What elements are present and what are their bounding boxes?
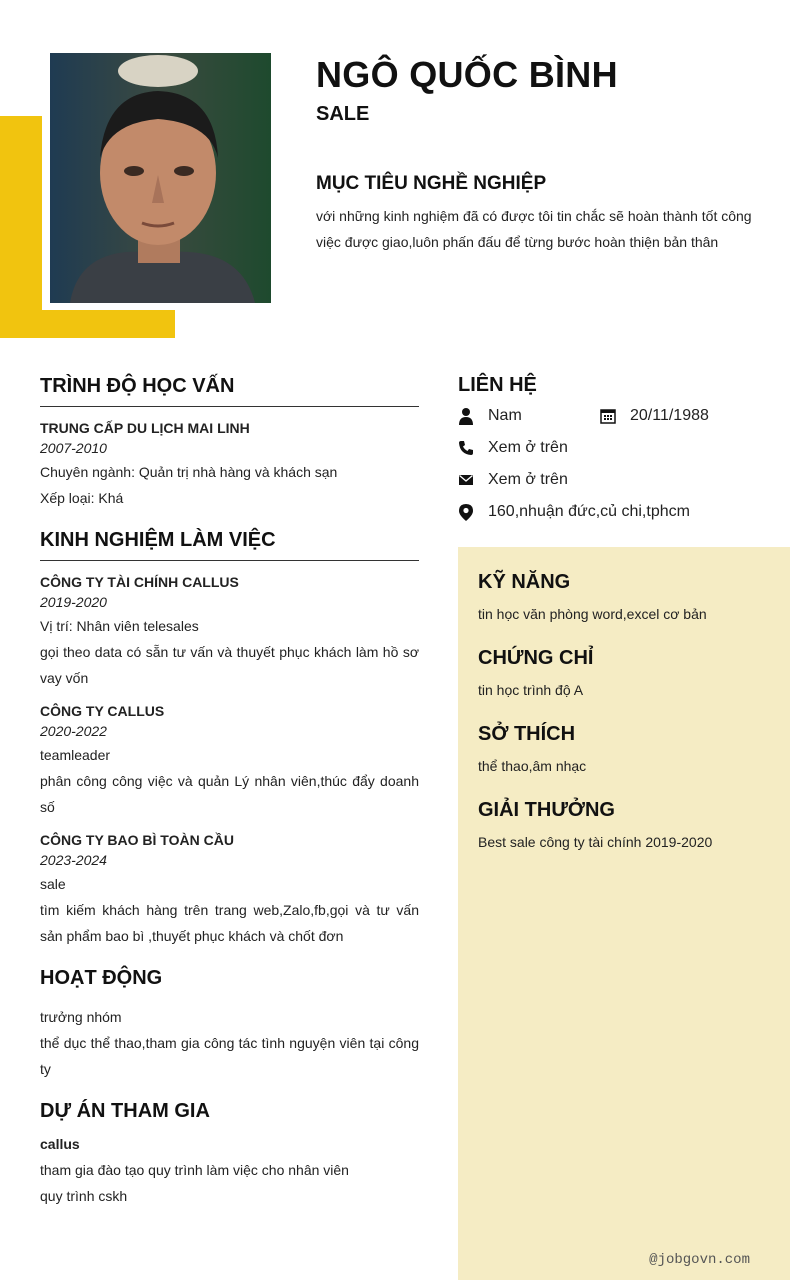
email-value: Xem ở trên	[488, 471, 568, 488]
location-pin-icon	[458, 502, 488, 522]
skills-text: tin học văn phòng word,excel cơ bản	[478, 606, 707, 622]
candidate-name: NGÔ QUỐC BÌNH	[316, 54, 618, 95]
experience-company: CÔNG TY BAO BÌ TOÀN CẦU	[40, 832, 234, 848]
profile-photo	[50, 53, 271, 303]
experience-role: Vị trí: Nhân viên telesales	[40, 618, 199, 634]
experience-period: 2023-2024	[40, 852, 107, 868]
phone-value: Xem ở trên	[488, 439, 568, 456]
awards-text: Best sale công ty tài chính 2019-2020	[478, 834, 713, 850]
right-panel	[458, 547, 790, 1280]
address-value: 160,nhuận đức,củ chi,tphcm	[488, 503, 690, 520]
contact-email	[458, 470, 568, 490]
calendar-icon	[600, 406, 630, 426]
experience-description: tìm kiếm khách hàng trên trang web,Zalo,fb,gọi và tư vấn sản phẩm bao bì ,thuyết phục khách và chốt đơn	[40, 902, 419, 944]
accent-bar-vertical	[0, 116, 42, 338]
experience-role: sale	[40, 876, 66, 892]
project-item: quy trình cskh	[40, 1188, 128, 1204]
left-column	[40, 375, 419, 1209]
experience-item	[40, 573, 419, 691]
watermark: @jobgovn.com	[649, 1252, 750, 1268]
contact-heading: LIÊN HỆ	[458, 374, 537, 396]
contact-address	[458, 502, 690, 522]
phone-icon	[458, 438, 488, 458]
objective-heading: MỤC TIÊU NGHỀ NGHIỆP	[316, 173, 547, 194]
education-period: 2007-2010	[40, 440, 107, 456]
person-icon	[458, 406, 488, 426]
experience-company: CÔNG TY TÀI CHÍNH CALLUS	[40, 574, 239, 590]
certificates-heading: CHỨNG CHỈ	[478, 647, 594, 669]
experience-item	[40, 702, 419, 820]
hobbies-text: thể thao,âm nhạc	[478, 758, 587, 774]
experience-heading: KINH NGHIỆM LÀM VIỆC	[40, 529, 419, 561]
skills-heading: KỸ NĂNG	[478, 571, 571, 593]
job-title: SALE	[316, 103, 370, 125]
education-heading: TRÌNH ĐỘ HỌC VẤN	[40, 375, 419, 407]
birthday-value: 20/11/1988	[630, 407, 709, 424]
education-grade: Xếp loại: Khá	[40, 490, 124, 506]
objective-text: với những kinh nghiệm đã có được tôi tin chắc sẽ hoàn thành tốt công việc được giao,luôn phấn đấu để từng bước hoàn thiện bản thân	[316, 208, 752, 250]
project-name: callus	[40, 1136, 80, 1152]
experience-period: 2020-2022	[40, 723, 107, 739]
projects-heading: DỰ ÁN THAM GIA	[40, 1100, 210, 1122]
experience-role: teamleader	[40, 747, 111, 763]
education-school: TRUNG CẤP DU LỊCH MAI LINH	[40, 420, 250, 436]
experience-description: phân công công việc và quản Lý nhân viên,thúc đẩy doanh số	[40, 773, 419, 815]
experience-description: gọi theo data có sẵn tư vấn và thuyết phục khách làm hồ sơ vay vốn	[40, 644, 419, 686]
contact-birthday	[600, 406, 709, 426]
project-item: tham gia đào tạo quy trình làm việc cho nhân viên	[40, 1162, 349, 1178]
experience-item	[40, 831, 419, 949]
accent-bar-horizontal	[0, 310, 175, 338]
contact-gender	[458, 406, 522, 426]
experience-company: CÔNG TY CALLUS	[40, 703, 165, 719]
contact-phone	[458, 438, 568, 458]
mail-icon	[458, 470, 488, 490]
experience-period: 2019-2020	[40, 594, 107, 610]
activity-item: trưởng nhóm	[40, 1009, 122, 1025]
hobbies-heading: SỞ THÍCH	[478, 723, 576, 745]
gender-value: Nam	[488, 407, 522, 424]
education-major: Chuyên ngành: Quản trị nhà hàng và khách sạn	[40, 464, 338, 480]
certificates-text: tin học trình độ A	[478, 682, 584, 698]
awards-heading: GIẢI THƯỞNG	[478, 799, 615, 821]
activities-heading: HOẠT ĐỘNG	[40, 967, 163, 989]
activity-item: thể dục thể thao,tham gia công tác tình nguyện viên tại công ty	[40, 1035, 419, 1077]
